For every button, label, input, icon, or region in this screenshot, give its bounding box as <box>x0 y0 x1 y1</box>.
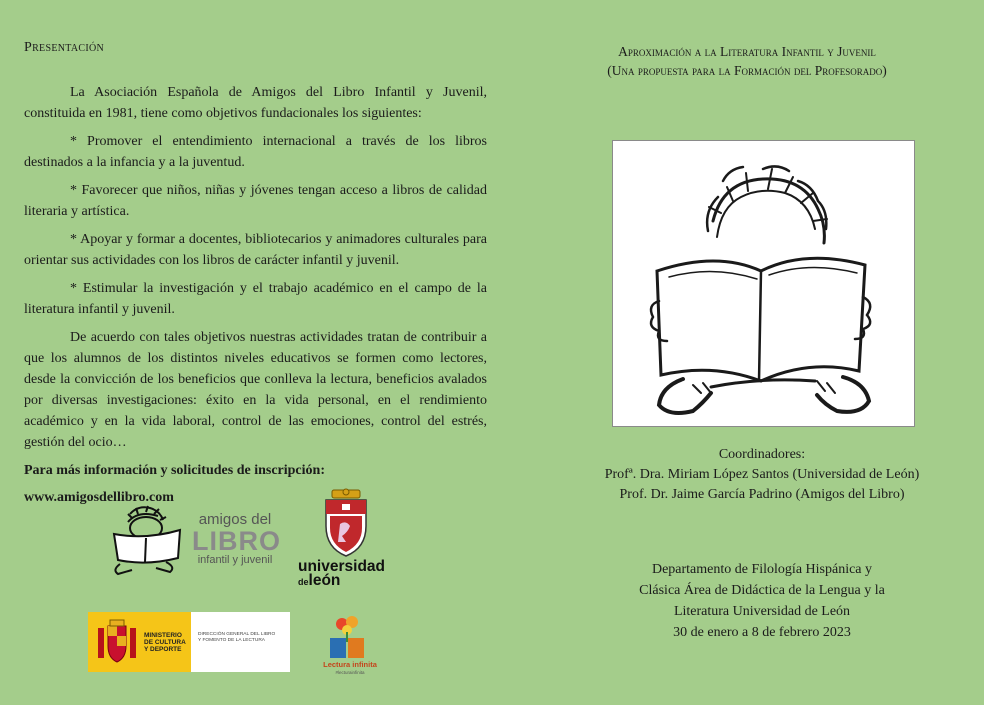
paragraph-objective-2: * Favorecer que niños, niñas y jóvenes tengan acceso a libros de calidad literaria y artística. <box>24 183 487 219</box>
ministerio-cultura-logo <box>88 612 290 672</box>
ministerio-line1: MINISTERIO <box>144 632 182 639</box>
amigos-del-libro-logo <box>108 504 281 578</box>
uleon-logo-line1: universidad <box>298 558 385 575</box>
dg-line2: Y FOMENTO DE LA LECTURA <box>198 638 265 643</box>
coordinator-1: Profª. Dra. Miriam López Santos (Universidad de León) <box>604 467 920 482</box>
amigos-logo-line2: LIBRO <box>192 526 281 556</box>
spain-coat-of-arms-icon <box>92 612 142 672</box>
right-panel <box>510 40 984 640</box>
uleon-logo-line2-wrap <box>298 574 394 589</box>
paragraph-objective-1: * Promover el entendimiento internacional a través de los libros destinados a la infancia y a la juventud. <box>24 134 487 170</box>
section-heading: Presentación <box>24 40 105 55</box>
department-block <box>510 559 984 643</box>
lectura-infinita-tag: #lecturainfinita <box>335 670 365 675</box>
coordinators-label: Coordinadores: <box>718 447 806 462</box>
info-heading: Para más información y solicitudes de inscripción: <box>24 463 325 478</box>
amigos-logo-line1: amigos del <box>198 511 272 528</box>
paragraph-objective-3: * Apoyar y formar a docentes, bibliotecarios y animadores culturales para orientar sus actividades con los libros de carácter infantil y juvenil. <box>24 232 487 268</box>
paragraph-intro: La Asociación Española de Amigos del Libro Infantil y Juvenil, constituida en 1981, tiene como objetivos fundacionales los siguientes: <box>24 85 487 121</box>
uleon-logo-line2: de <box>298 577 309 587</box>
ministerio-line3: Y DEPORTE <box>144 646 182 653</box>
uleon-logo-line3: león <box>308 572 341 589</box>
course-title <box>510 42 984 80</box>
lectura-infinita-logo <box>320 614 380 684</box>
ministerio-text <box>144 632 186 653</box>
uleon-logo-text <box>298 560 394 589</box>
uleon-coat-of-arms-icon <box>298 488 394 560</box>
lectura-infinita-name: Lectura infinita <box>323 660 377 669</box>
paragraph-objective-4: * Estimular la investigación y el trabajo académico en el campo de la literatura infantil y juvenil. <box>24 281 487 317</box>
website-link[interactable]: www.amigosdellibro.com <box>24 490 174 505</box>
paragraph-activities: De acuerdo con tales objetivos nuestras actividades tratan de contribuir a que los alumnos de los distintos niveles educativos se formen como lectores, desde la convicción de los beneficios que conlleva la lectura, beneficios avalados por diversas investigaciones: éxito en la vida personal, en el rendimiento académico y en la vida laboral, control de las emociones, control del estrés, gestión del ocio… <box>24 330 487 450</box>
lectura-infinita-flower-icon <box>320 614 380 660</box>
coordinators-block <box>510 445 984 505</box>
department-line3: Literatura Universidad de León <box>673 604 851 619</box>
child-reading-illustration-frame <box>612 140 915 427</box>
child-reading-illustration <box>613 141 914 426</box>
left-panel <box>24 40 487 506</box>
course-title-line2: (Una propuesta para la Formación del Profesorado) <box>607 63 887 78</box>
coordinator-2: Prof. Dr. Jaime García Padrino (Amigos del Libro) <box>619 487 905 502</box>
amigos-child-reading-icon <box>108 504 188 578</box>
course-dates: 30 de enero a 8 de febrero 2023 <box>673 625 851 640</box>
amigos-logo-text <box>192 511 281 566</box>
department-line2: Clásica Área de Didáctica de la Lengua y la <box>639 583 885 598</box>
course-title-line1: Aproximación a la Literatura Infantil y Juvenil <box>618 44 876 59</box>
universidad-leon-logo <box>298 488 394 598</box>
department-line1: Departamento de Filología Hispánica y <box>651 562 873 577</box>
amigos-logo-line3: infantil y juvenil <box>197 554 273 566</box>
ministerio-line2: DE CULTURA <box>144 639 186 646</box>
direccion-general-text <box>198 632 275 644</box>
dg-line1: DIRECCIÓN GENERAL DEL LIBRO <box>198 632 276 637</box>
